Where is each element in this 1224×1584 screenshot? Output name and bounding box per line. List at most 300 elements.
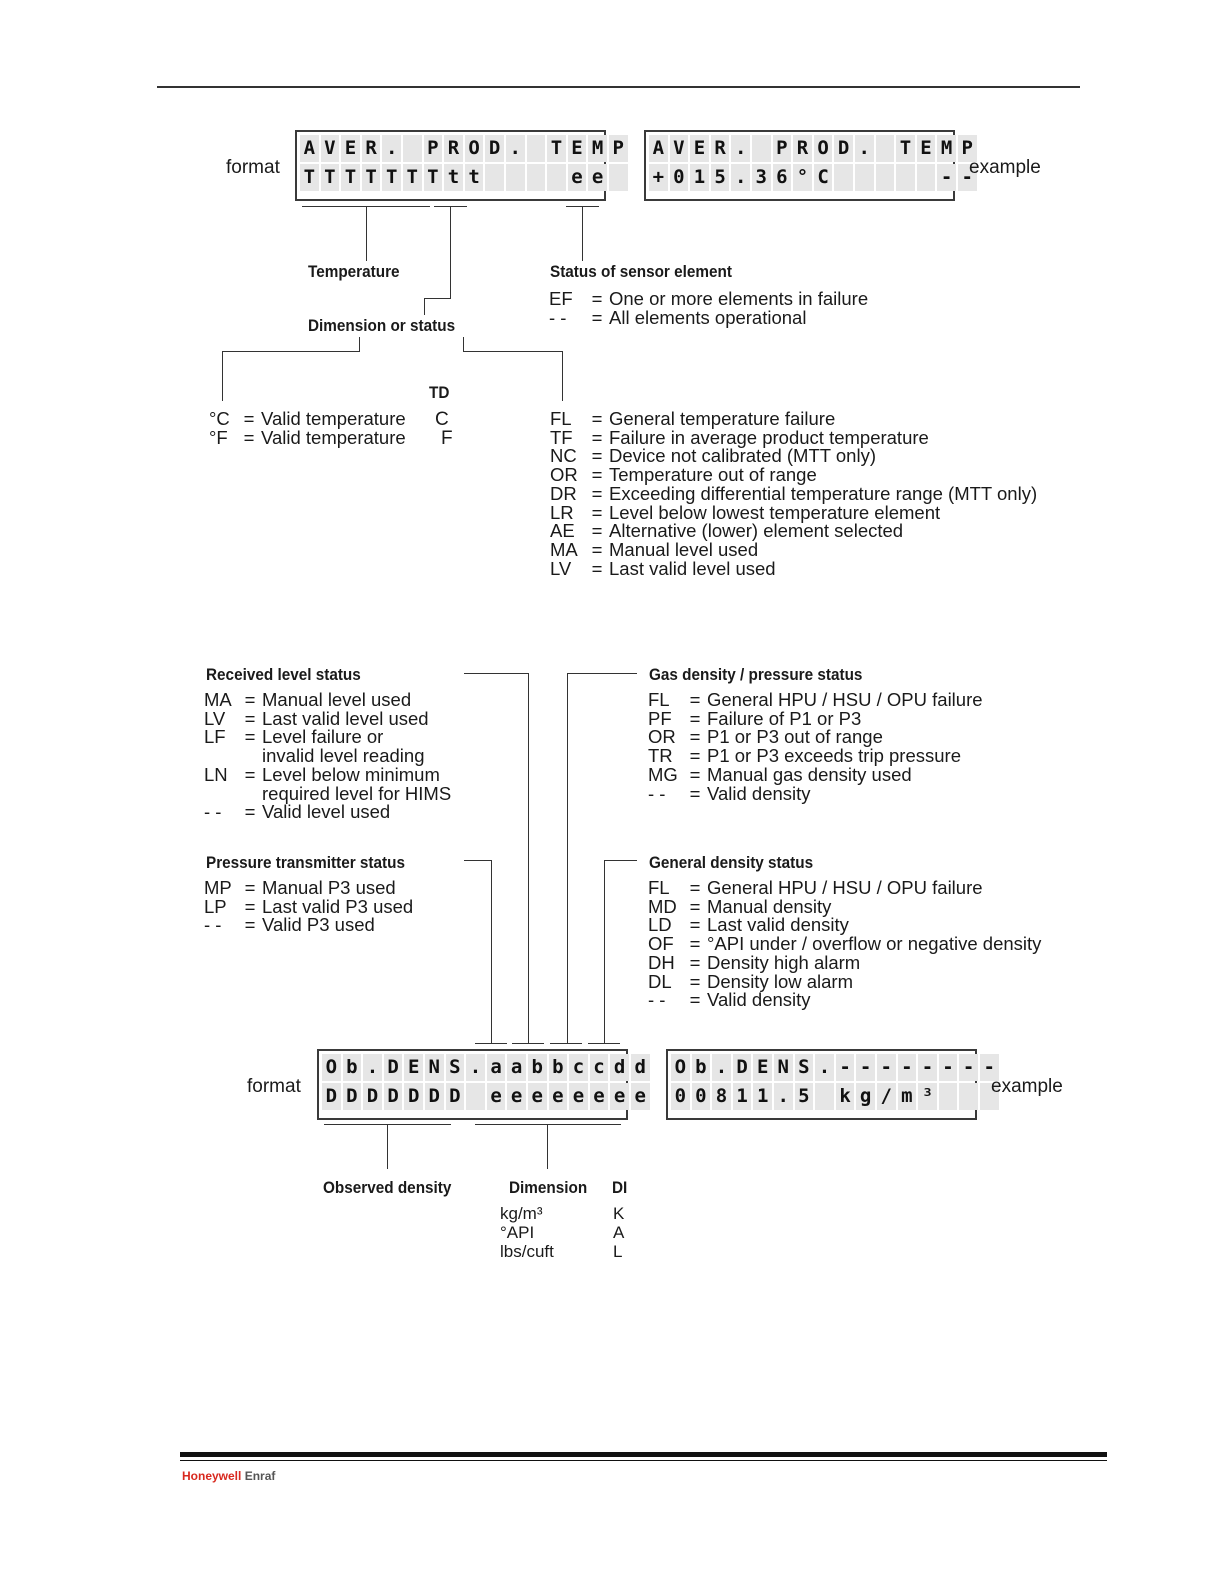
lcd-char: V bbox=[670, 135, 689, 162]
brand-logo bbox=[182, 1469, 275, 1483]
status-code: - - bbox=[204, 801, 222, 823]
status-description: Last valid level used bbox=[609, 557, 776, 579]
status-description: Manual gas density used bbox=[707, 763, 912, 785]
td-code-c: C bbox=[435, 409, 449, 430]
di-l: L bbox=[613, 1242, 623, 1261]
status-code: °F bbox=[209, 426, 228, 448]
header-rule bbox=[157, 86, 1080, 88]
temp-status-list bbox=[550, 410, 1037, 578]
status-description: Manual density bbox=[707, 895, 832, 917]
list-item bbox=[648, 991, 1041, 1010]
lcd-char bbox=[896, 164, 915, 191]
status-code: MG bbox=[648, 763, 678, 785]
lcd-char: - bbox=[939, 1054, 958, 1081]
equals-sign: = bbox=[591, 557, 603, 579]
lcd-char bbox=[609, 164, 628, 191]
lcd-char: . bbox=[382, 135, 401, 162]
status-description: One or more elements in failure bbox=[609, 288, 869, 309]
lcd-line-1 bbox=[649, 135, 973, 162]
equals-sign: = bbox=[244, 726, 256, 748]
list-item bbox=[204, 916, 413, 935]
status-description: Failure of P1 or P3 bbox=[707, 707, 862, 729]
lcd-char: D bbox=[404, 1083, 423, 1110]
lcd-char: t bbox=[444, 164, 463, 191]
status-description: Manual level used bbox=[262, 689, 412, 710]
format-label-2: format bbox=[247, 1076, 301, 1097]
lcd-char: - bbox=[980, 1054, 999, 1081]
status-description: required level for HIMS bbox=[262, 782, 452, 804]
lcd-char: 1 bbox=[733, 1083, 752, 1110]
heading-temperature: Temperature bbox=[308, 262, 400, 281]
unit-api: °API bbox=[500, 1223, 535, 1242]
bracket-bb bbox=[512, 1043, 544, 1044]
status-code: TR bbox=[648, 745, 673, 767]
status-code: LF bbox=[204, 726, 226, 748]
list-item bbox=[549, 290, 868, 309]
equals-sign: = bbox=[591, 482, 603, 504]
lcd-char: T bbox=[896, 135, 915, 162]
lcd-char: D bbox=[384, 1083, 403, 1110]
lcd-char bbox=[855, 164, 874, 191]
status-code: DR bbox=[550, 482, 577, 504]
lcd-char: D bbox=[446, 1083, 465, 1110]
lcd-char bbox=[485, 164, 504, 191]
lcd-char: e bbox=[568, 164, 587, 191]
lcd-char: . bbox=[731, 135, 750, 162]
status-code: PF bbox=[648, 707, 672, 729]
status-code: °C bbox=[209, 408, 230, 429]
lcd-char: D bbox=[834, 135, 853, 162]
footer-rule-thick bbox=[180, 1452, 1107, 1457]
lcd-char: E bbox=[753, 1054, 772, 1081]
example-label-2: example bbox=[991, 1076, 1063, 1097]
heading-received-level: Received level status bbox=[206, 665, 361, 684]
status-description: Last valid density bbox=[707, 914, 849, 936]
lcd-char bbox=[403, 135, 422, 162]
lcd-char: g bbox=[856, 1083, 875, 1110]
lcd-example-density bbox=[666, 1049, 995, 1120]
lcd-format-temperature bbox=[295, 130, 624, 201]
equals-sign: = bbox=[591, 288, 603, 309]
leader-cc-v bbox=[567, 673, 568, 1043]
lcd-char: 8 bbox=[712, 1083, 731, 1110]
lcd-char: ³ bbox=[918, 1083, 937, 1110]
lcd-char: E bbox=[917, 135, 936, 162]
status-description: Alternative (lower) element selected bbox=[609, 520, 904, 542]
equals-sign: = bbox=[244, 801, 256, 823]
lcd-char: P bbox=[424, 135, 443, 162]
equals-sign: = bbox=[689, 970, 701, 992]
lcd-char: 0 bbox=[671, 1083, 690, 1110]
status-code: - - bbox=[648, 989, 666, 1011]
lcd-char: - bbox=[898, 1054, 917, 1081]
lcd-char: - bbox=[856, 1054, 875, 1081]
lcd-char: 0 bbox=[692, 1083, 711, 1110]
status-code: OR bbox=[550, 464, 578, 486]
general-density-list bbox=[648, 879, 1041, 1010]
status-description: General HPU / HSU / OPU failure bbox=[707, 877, 983, 898]
status-description: Last valid level used bbox=[262, 707, 429, 729]
status-description: Exceeding differential temperature range (MTT only) bbox=[609, 482, 1038, 504]
lcd-char: D bbox=[425, 1083, 444, 1110]
leader-dimension-v2 bbox=[424, 298, 425, 315]
leader-dimension-h bbox=[424, 298, 451, 299]
status-code: - - bbox=[204, 914, 222, 936]
lcd-line-1 bbox=[671, 1054, 995, 1081]
heading-pressure-tx: Pressure transmitter status bbox=[206, 853, 405, 872]
lcd-char bbox=[506, 164, 525, 191]
status-description: Valid temperature bbox=[261, 426, 406, 448]
heading-general-density: General density status bbox=[649, 853, 814, 872]
leader-cc-h bbox=[567, 673, 637, 674]
leader-dd-h bbox=[604, 860, 637, 861]
list-item bbox=[549, 306, 868, 328]
lcd-char: 5 bbox=[795, 1083, 814, 1110]
status-code: - - bbox=[549, 306, 567, 328]
list-item bbox=[204, 763, 451, 785]
lcd-line-2 bbox=[300, 164, 604, 191]
lcd-char: . bbox=[712, 1054, 731, 1081]
lcd-char: E bbox=[690, 135, 709, 162]
lcd-char: d bbox=[610, 1054, 629, 1081]
lcd-char: e bbox=[590, 1083, 609, 1110]
lcd-char bbox=[939, 1083, 958, 1110]
status-code: MP bbox=[204, 877, 232, 898]
received-level-list bbox=[204, 691, 451, 822]
lcd-char: T bbox=[362, 164, 381, 191]
lcd-char: a bbox=[507, 1054, 526, 1081]
split-left-v bbox=[359, 337, 360, 352]
lcd-char: D bbox=[384, 1054, 403, 1081]
status-code: OF bbox=[648, 933, 674, 955]
status-code: LR bbox=[550, 501, 574, 523]
status-description: Level failure or bbox=[262, 726, 384, 748]
equals-sign: = bbox=[244, 763, 256, 785]
sensor-status-list bbox=[549, 290, 868, 327]
status-code: AE bbox=[550, 520, 575, 542]
list-item bbox=[209, 410, 406, 429]
equals-sign: = bbox=[591, 426, 603, 448]
lcd-line-1 bbox=[322, 1054, 646, 1081]
lcd-char: 0 bbox=[670, 164, 689, 191]
status-code: FL bbox=[550, 408, 572, 429]
split-right-down bbox=[562, 351, 563, 401]
status-code: NC bbox=[550, 445, 577, 467]
lcd-char: - bbox=[958, 164, 977, 191]
lcd-char: T bbox=[403, 164, 422, 191]
status-description: invalid level reading bbox=[262, 745, 425, 767]
lcd-char: V bbox=[321, 135, 340, 162]
lcd-char: e bbox=[569, 1083, 588, 1110]
lcd-char: / bbox=[877, 1083, 896, 1110]
format-label-1: format bbox=[226, 157, 280, 178]
equals-sign: = bbox=[591, 520, 603, 542]
footer-rule-thin bbox=[180, 1460, 1107, 1461]
status-description: General temperature failure bbox=[609, 408, 836, 429]
status-description: Valid temperature bbox=[261, 408, 406, 429]
lcd-char: 1 bbox=[690, 164, 709, 191]
lcd-char bbox=[466, 1083, 485, 1110]
status-description: Last valid P3 used bbox=[262, 895, 414, 917]
lcd-char: 1 bbox=[753, 1083, 772, 1110]
leader-observed bbox=[387, 1124, 388, 1169]
heading-sensor-status: Status of sensor element bbox=[550, 262, 732, 281]
status-code: EF bbox=[549, 288, 573, 309]
td-code-f: F bbox=[441, 428, 453, 449]
status-description: °API under / overflow or negative density bbox=[707, 933, 1042, 955]
lcd-char: . bbox=[774, 1083, 793, 1110]
lcd-char: t bbox=[465, 164, 484, 191]
status-description: Valid density bbox=[707, 782, 811, 804]
equals-sign: = bbox=[244, 877, 256, 898]
lcd-example-temperature bbox=[644, 130, 973, 201]
leader-temperature bbox=[366, 206, 367, 261]
leader-bb-v bbox=[528, 673, 529, 1043]
lcd-char: C bbox=[814, 164, 833, 191]
equals-sign: = bbox=[244, 707, 256, 729]
lcd-char: A bbox=[649, 135, 668, 162]
lcd-char: T bbox=[382, 164, 401, 191]
list-item bbox=[550, 410, 1037, 429]
equals-sign: = bbox=[689, 951, 701, 973]
equals-sign bbox=[238, 747, 262, 766]
lcd-char: b bbox=[528, 1054, 547, 1081]
unit-lbs: lbs/cuft bbox=[500, 1242, 554, 1261]
split-left-h bbox=[222, 351, 360, 352]
status-code: LN bbox=[204, 763, 228, 785]
lcd-char: b bbox=[549, 1054, 568, 1081]
list-item bbox=[204, 691, 451, 710]
lcd-char: N bbox=[425, 1054, 444, 1081]
equals-sign: = bbox=[689, 989, 701, 1011]
example-label-1: example bbox=[969, 157, 1041, 178]
lcd-char: T bbox=[321, 164, 340, 191]
leader-bb-h bbox=[464, 673, 529, 674]
status-code: LV bbox=[204, 707, 226, 729]
status-description: Failure in average product temperature bbox=[609, 426, 929, 448]
bracket-cc bbox=[550, 1043, 582, 1044]
equals-sign: = bbox=[689, 689, 701, 710]
equals-sign: = bbox=[689, 763, 701, 785]
equals-sign: = bbox=[689, 877, 701, 898]
di-k: K bbox=[613, 1204, 625, 1223]
equals-sign: = bbox=[244, 914, 256, 936]
lcd-char: T bbox=[300, 164, 319, 191]
lcd-char bbox=[547, 164, 566, 191]
lcd-char bbox=[527, 135, 546, 162]
heading-dimension-status: Dimension or status bbox=[308, 316, 456, 335]
lcd-char: T bbox=[341, 164, 360, 191]
list-item bbox=[550, 557, 1037, 579]
split-right-h bbox=[463, 351, 563, 352]
lcd-char: O bbox=[814, 135, 833, 162]
lcd-line-2 bbox=[649, 164, 973, 191]
status-code: TF bbox=[550, 426, 573, 448]
equals-sign: = bbox=[243, 408, 255, 429]
equals-sign: = bbox=[591, 306, 603, 328]
lcd-line-1 bbox=[300, 135, 624, 162]
leader-sensor bbox=[582, 206, 583, 261]
status-description: Valid P3 used bbox=[262, 914, 375, 936]
brand-honeywell: Honeywell bbox=[182, 1469, 242, 1483]
leader-dimension bbox=[450, 206, 451, 299]
lcd-char: e bbox=[631, 1083, 650, 1110]
list-item bbox=[648, 747, 983, 766]
lcd-char: R bbox=[793, 135, 812, 162]
status-description: Manual P3 used bbox=[262, 877, 396, 898]
lcd-char: P bbox=[609, 135, 628, 162]
lcd-char: S bbox=[795, 1054, 814, 1081]
list-item bbox=[209, 426, 406, 448]
equals-sign: = bbox=[244, 895, 256, 917]
lcd-char: D bbox=[363, 1083, 382, 1110]
status-code: FL bbox=[648, 877, 670, 898]
lcd-char: b bbox=[343, 1054, 362, 1081]
lcd-char: . bbox=[815, 1054, 834, 1081]
equals-sign: = bbox=[689, 782, 701, 804]
lcd-char bbox=[959, 1083, 978, 1110]
equals-sign: = bbox=[689, 745, 701, 767]
status-description: P1 or P3 exceeds trip pressure bbox=[707, 745, 961, 767]
lcd-char: a bbox=[487, 1054, 506, 1081]
lcd-char: N bbox=[774, 1054, 793, 1081]
lcd-char: R bbox=[362, 135, 381, 162]
lcd-char: . bbox=[855, 135, 874, 162]
lcd-char: E bbox=[341, 135, 360, 162]
leader-aa-h bbox=[464, 860, 492, 861]
lcd-char bbox=[876, 135, 895, 162]
list-item bbox=[550, 466, 1037, 485]
status-code: LP bbox=[204, 895, 227, 917]
lcd-char: e bbox=[610, 1083, 629, 1110]
lcd-char: P bbox=[958, 135, 977, 162]
status-code: MA bbox=[204, 689, 232, 710]
list-item bbox=[204, 803, 451, 822]
list-item bbox=[550, 538, 1037, 560]
unit-kg-m3: kg/m³ bbox=[500, 1204, 543, 1223]
leader-aa-v bbox=[491, 860, 492, 1043]
equals-sign: = bbox=[591, 408, 603, 429]
lcd-char: M bbox=[588, 135, 607, 162]
lcd-char: T bbox=[424, 164, 443, 191]
status-code: - - bbox=[648, 782, 666, 804]
lcd-char: . bbox=[466, 1054, 485, 1081]
status-code bbox=[204, 747, 238, 766]
lcd-char: d bbox=[631, 1054, 650, 1081]
lcd-char: O bbox=[671, 1054, 690, 1081]
equals-sign: = bbox=[243, 426, 255, 448]
lcd-format-density bbox=[317, 1049, 646, 1120]
lcd-char: A bbox=[300, 135, 319, 162]
leader-dd-v bbox=[604, 860, 605, 1043]
status-code: DL bbox=[648, 970, 672, 992]
status-code: MD bbox=[648, 895, 677, 917]
list-item bbox=[648, 782, 983, 804]
lcd-char: R bbox=[711, 135, 730, 162]
lcd-char: b bbox=[692, 1054, 711, 1081]
lcd-char: e bbox=[588, 164, 607, 191]
status-description: Temperature out of range bbox=[609, 464, 817, 486]
equals-sign: = bbox=[689, 933, 701, 955]
equals-sign: = bbox=[689, 726, 701, 748]
bracket-dd bbox=[588, 1043, 620, 1044]
status-code: MA bbox=[550, 538, 578, 560]
status-description: Manual level used bbox=[609, 538, 759, 560]
equals-sign: = bbox=[591, 445, 603, 467]
lcd-char bbox=[834, 164, 853, 191]
lcd-char: - bbox=[836, 1054, 855, 1081]
lcd-line-2 bbox=[322, 1083, 646, 1110]
equals-sign: = bbox=[689, 914, 701, 936]
lcd-char: O bbox=[465, 135, 484, 162]
equals-sign: = bbox=[591, 538, 603, 560]
heading-observed-density: Observed density bbox=[323, 1178, 452, 1197]
lcd-char: m bbox=[898, 1083, 917, 1110]
leader-unit bbox=[547, 1124, 548, 1169]
status-description: Valid level used bbox=[262, 801, 391, 823]
lcd-char: S bbox=[446, 1054, 465, 1081]
lcd-char: . bbox=[731, 164, 750, 191]
split-left-down bbox=[222, 351, 223, 401]
status-description: General HPU / HSU / OPU failure bbox=[707, 689, 983, 710]
split-right-v bbox=[463, 337, 464, 352]
lcd-char: D bbox=[733, 1054, 752, 1081]
lcd-char: D bbox=[322, 1083, 341, 1110]
lcd-char: E bbox=[404, 1054, 423, 1081]
lcd-char: k bbox=[836, 1083, 855, 1110]
status-description: P1 or P3 out of range bbox=[707, 726, 883, 748]
lcd-char: P bbox=[773, 135, 792, 162]
lcd-char: D bbox=[485, 135, 504, 162]
lcd-char: e bbox=[507, 1083, 526, 1110]
lcd-char: + bbox=[649, 164, 668, 191]
lcd-char: 5 bbox=[711, 164, 730, 191]
equals-sign: = bbox=[689, 707, 701, 729]
list-item bbox=[648, 879, 1041, 898]
lcd-char: M bbox=[937, 135, 956, 162]
lcd-char: ° bbox=[793, 164, 812, 191]
lcd-char bbox=[917, 164, 936, 191]
lcd-char: . bbox=[363, 1054, 382, 1081]
pressure-list bbox=[204, 879, 413, 935]
lcd-char: - bbox=[959, 1054, 978, 1081]
lcd-char: c bbox=[590, 1054, 609, 1081]
lcd-char: c bbox=[569, 1054, 588, 1081]
list-item bbox=[648, 763, 983, 785]
lcd-char: e bbox=[528, 1083, 547, 1110]
lcd-char: R bbox=[444, 135, 463, 162]
list-item bbox=[648, 951, 1041, 973]
lcd-char: - bbox=[937, 164, 956, 191]
lcd-char: 3 bbox=[752, 164, 771, 191]
equals-sign: = bbox=[591, 464, 603, 486]
brand-enraf: Enraf bbox=[244, 1469, 276, 1483]
heading-dimension: Dimension bbox=[509, 1178, 588, 1197]
lcd-char: O bbox=[322, 1054, 341, 1081]
di-a: A bbox=[613, 1223, 625, 1242]
status-description: Level below minimum bbox=[262, 763, 440, 785]
status-code: DH bbox=[648, 951, 675, 973]
list-item bbox=[204, 879, 413, 898]
lcd-char: e bbox=[487, 1083, 506, 1110]
list-item bbox=[648, 691, 983, 710]
heading-td: TD bbox=[429, 383, 450, 402]
status-code: OR bbox=[648, 726, 676, 748]
status-code: LD bbox=[648, 914, 672, 936]
gas-density-list bbox=[648, 691, 983, 803]
bracket-aa bbox=[475, 1043, 507, 1044]
lcd-char: . bbox=[506, 135, 525, 162]
